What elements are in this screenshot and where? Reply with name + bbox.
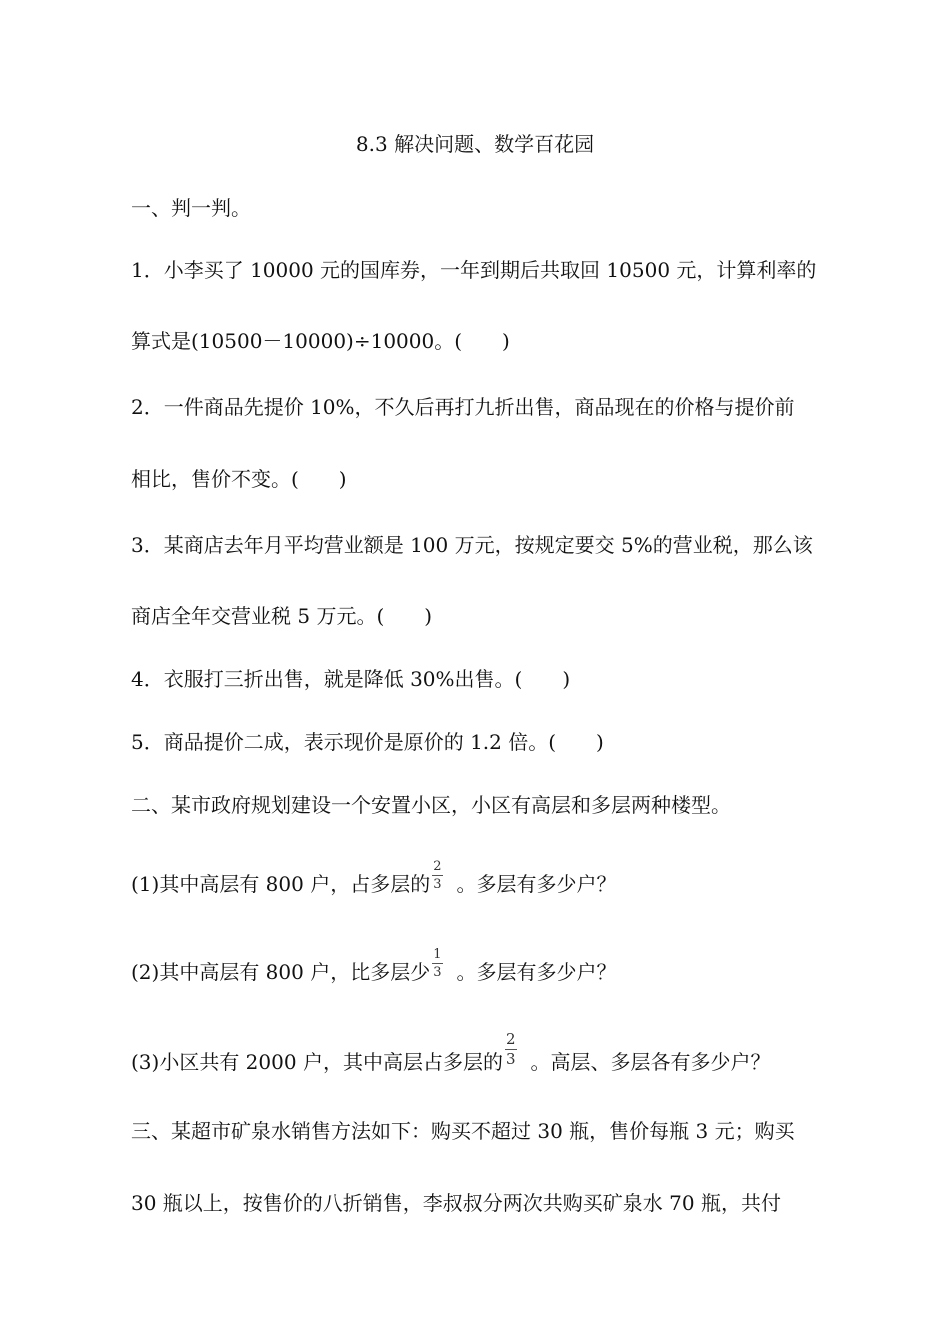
section-1-heading: 一、判一判。 [131, 196, 251, 220]
question-3-line-1: 3．某商店去年月平均营业额是 100 万元，按规定要交 5%的营业税，那么该 [131, 533, 813, 557]
page-title: 8.3 解决问题、数学百花园 [355, 132, 595, 156]
section-2-heading: 二、某市政府规划建设一个安置小区，小区有高层和多层两种楼型。 [131, 793, 731, 817]
problem-2-3-text: (3)小区共有 2000 户，其中高层占多层的 [131, 1050, 503, 1074]
question-4: 4．衣服打三折出售，就是降低 30%出售。( ) [131, 667, 571, 691]
question-2-line-2: 相比，售价不变。( ) [131, 467, 347, 491]
problem-2-2 [131, 947, 617, 989]
problem-2-2-text: (2)其中高层有 800 户，比多层少 [131, 960, 431, 984]
question-1-line-1: 1．小李买了 10000 元的国库券，一年到期后共取回 10500 元，计算利率的 [131, 258, 817, 282]
fraction-two-thirds-large: $\frac{2}{3}$ [505, 1030, 516, 1068]
problem-2-3-question: 。高层、多层各有多少户？ [530, 1050, 771, 1074]
section-3-line-1: 三、某超市矿泉水销售方法如下：购买不超过 30 瓶，售价每瓶 3 元；购买 [131, 1119, 795, 1143]
problem-2-1-question: 。多层有多少户？ [456, 872, 617, 896]
question-3-line-2: 商店全年交营业税 5 万元。( ) [131, 604, 433, 628]
question-2-line-1: 2．一件商品先提价 10%，不久后再打九折出售，商品现在的价格与提价前 [131, 395, 795, 419]
section-3-line-2: 30 瓶以上，按售价的八折销售，李叔叔分两次共购买矿泉水 70 瓶，共付 [131, 1191, 781, 1215]
question-5: 5．商品提价二成，表示现价是原价的 1.2 倍。( ) [131, 730, 604, 754]
fraction-one-third: $\frac{1}{3}$ [433, 947, 442, 980]
problem-2-1 [131, 859, 617, 901]
problem-2-3 [131, 1030, 771, 1081]
problem-2-1-text: (1)其中高层有 800 户，占多层的 [131, 872, 431, 896]
problem-2-2-question: 。多层有多少户？ [456, 960, 617, 984]
fraction-two-thirds: $\frac{2}{3}$ [433, 859, 442, 892]
question-1-line-2: 算式是(10500－10000)÷10000。( ) [131, 329, 510, 353]
